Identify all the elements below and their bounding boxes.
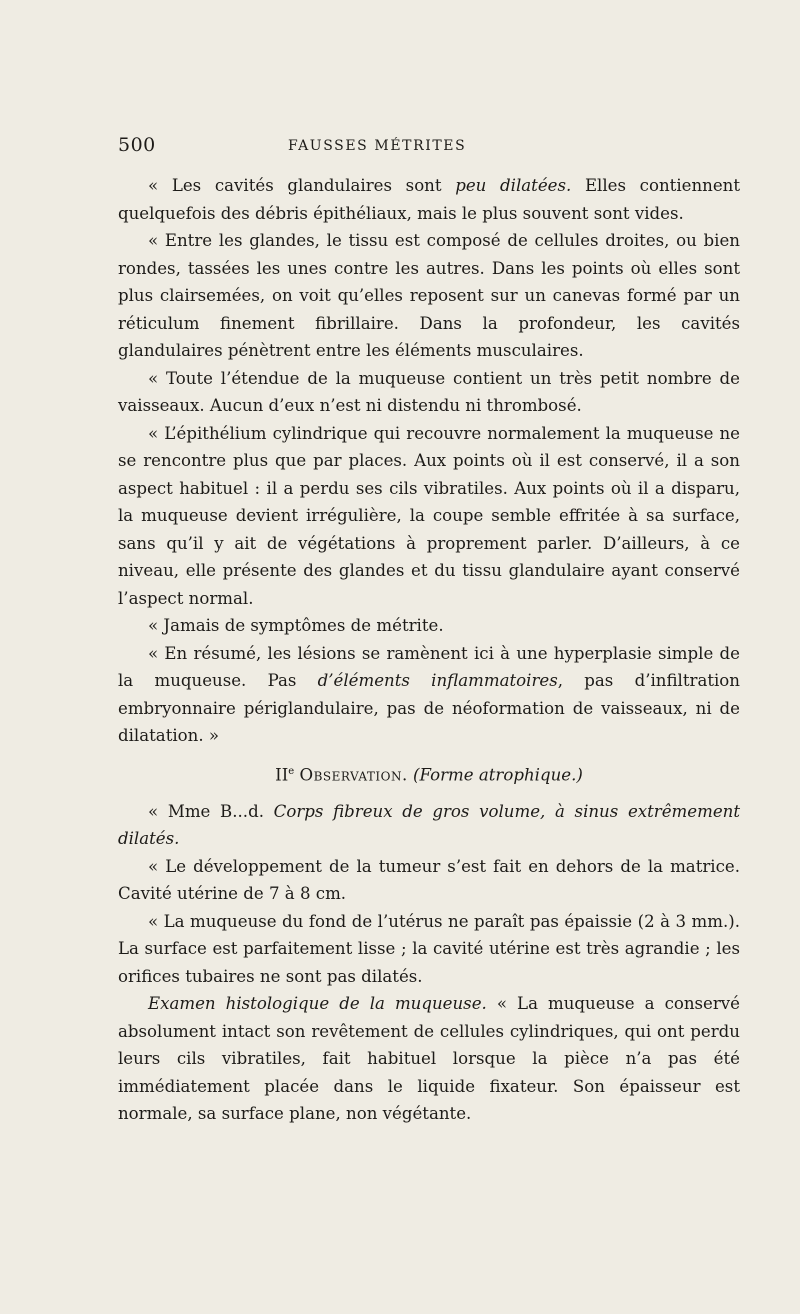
paragraph-symptoms: « Jamais de symptômes de métrite. [148,616,444,635]
paragraph-glandular-cavities: « Les cavités glandulaires sont peu dilatées. Elles contiennent quelquefois des débris épithéliaux, mais le plus souvent sont vides. [118,176,740,223]
paragraph-epithelium: « L’épithélium cylindrique qui recouvre normalement la muqueuse ne se rencontre plus que par places. Aux points où il est conservé, il a son aspect habituel : il a perdu ses cils vibratiles. Aux points où il a disparu, la muqueuse devient irrégulière, la coupe semble effritée à sa surface, sans qu’il y ait de végétations à proprement parler. D’ailleurs, à ce niveau, elle présente des glandes et du tissu glandulaire ayant conservé l’aspect normal. [118,423,740,608]
paragraph-histology: Examen histologique de la muqueuse. « La muqueuse a conservé absolument intact son revêtement de cellules cylindriques, qui ont perdu leurs cils vibratiles, fait habituel lorsque la pièce n’a pas été immédiatement placée dans le liquide fixateur. Son épaisseur est normale, sa surface plane, non végétante. [118,994,740,1124]
paragraph-tumor: « Le développement de la tumeur s’est fait en dehors de la matrice. Cavité utérine de 7 à 8 cm. [118,856,740,904]
running-title: FAUSSES MÉTRITES [288,138,467,154]
paragraph-summary: « En résumé, les lésions se ramènent ici à une hyperplasie simple de la muqueuse. Pas d’éléments inflammatoires, pas d’infiltration embryonnaire périglandulaire, pas de néoformation de vaisseaux, ni de dilatation. » [118,643,740,745]
paragraph-tissue: « Entre les glandes, le tissu est composé de cellules droites, ou bien rondes, tassées les unes contre les autres. Dans les points où elles sont plus clairsemées, on voit qu’elles reposent sur un canevas formé par un réticulum finement fibrillaire. Dans la profondeur, les cavités glandulaires pénètrent entre les éléments musculaires. [118,231,740,360]
page-number: 500 [118,134,156,156]
page-header [118,134,738,158]
paragraph-vessels: « Toute l’étendue de la muqueuse contient un très petit nombre de vaisseaux. Aucun d’eux n’est ni distendu ni thrombosé. [118,368,740,415]
paragraph-mucosa: « La muqueuse du fond de l’utérus ne paraît pas épaissie (2 à 3 mm.). La surface est parfaitement lisse ; la cavité utérine est très agrandie ; les orifices tubaires ne sont pas dilatés. [118,911,740,986]
observation-heading: IIe Observation. (Forme atrophique.) [275,765,583,785]
paragraph-patient: « Mme B...d. Corps fibreux de gros volume, à sinus extrêmement dilatés. [118,801,741,849]
page-body [118,172,740,1128]
